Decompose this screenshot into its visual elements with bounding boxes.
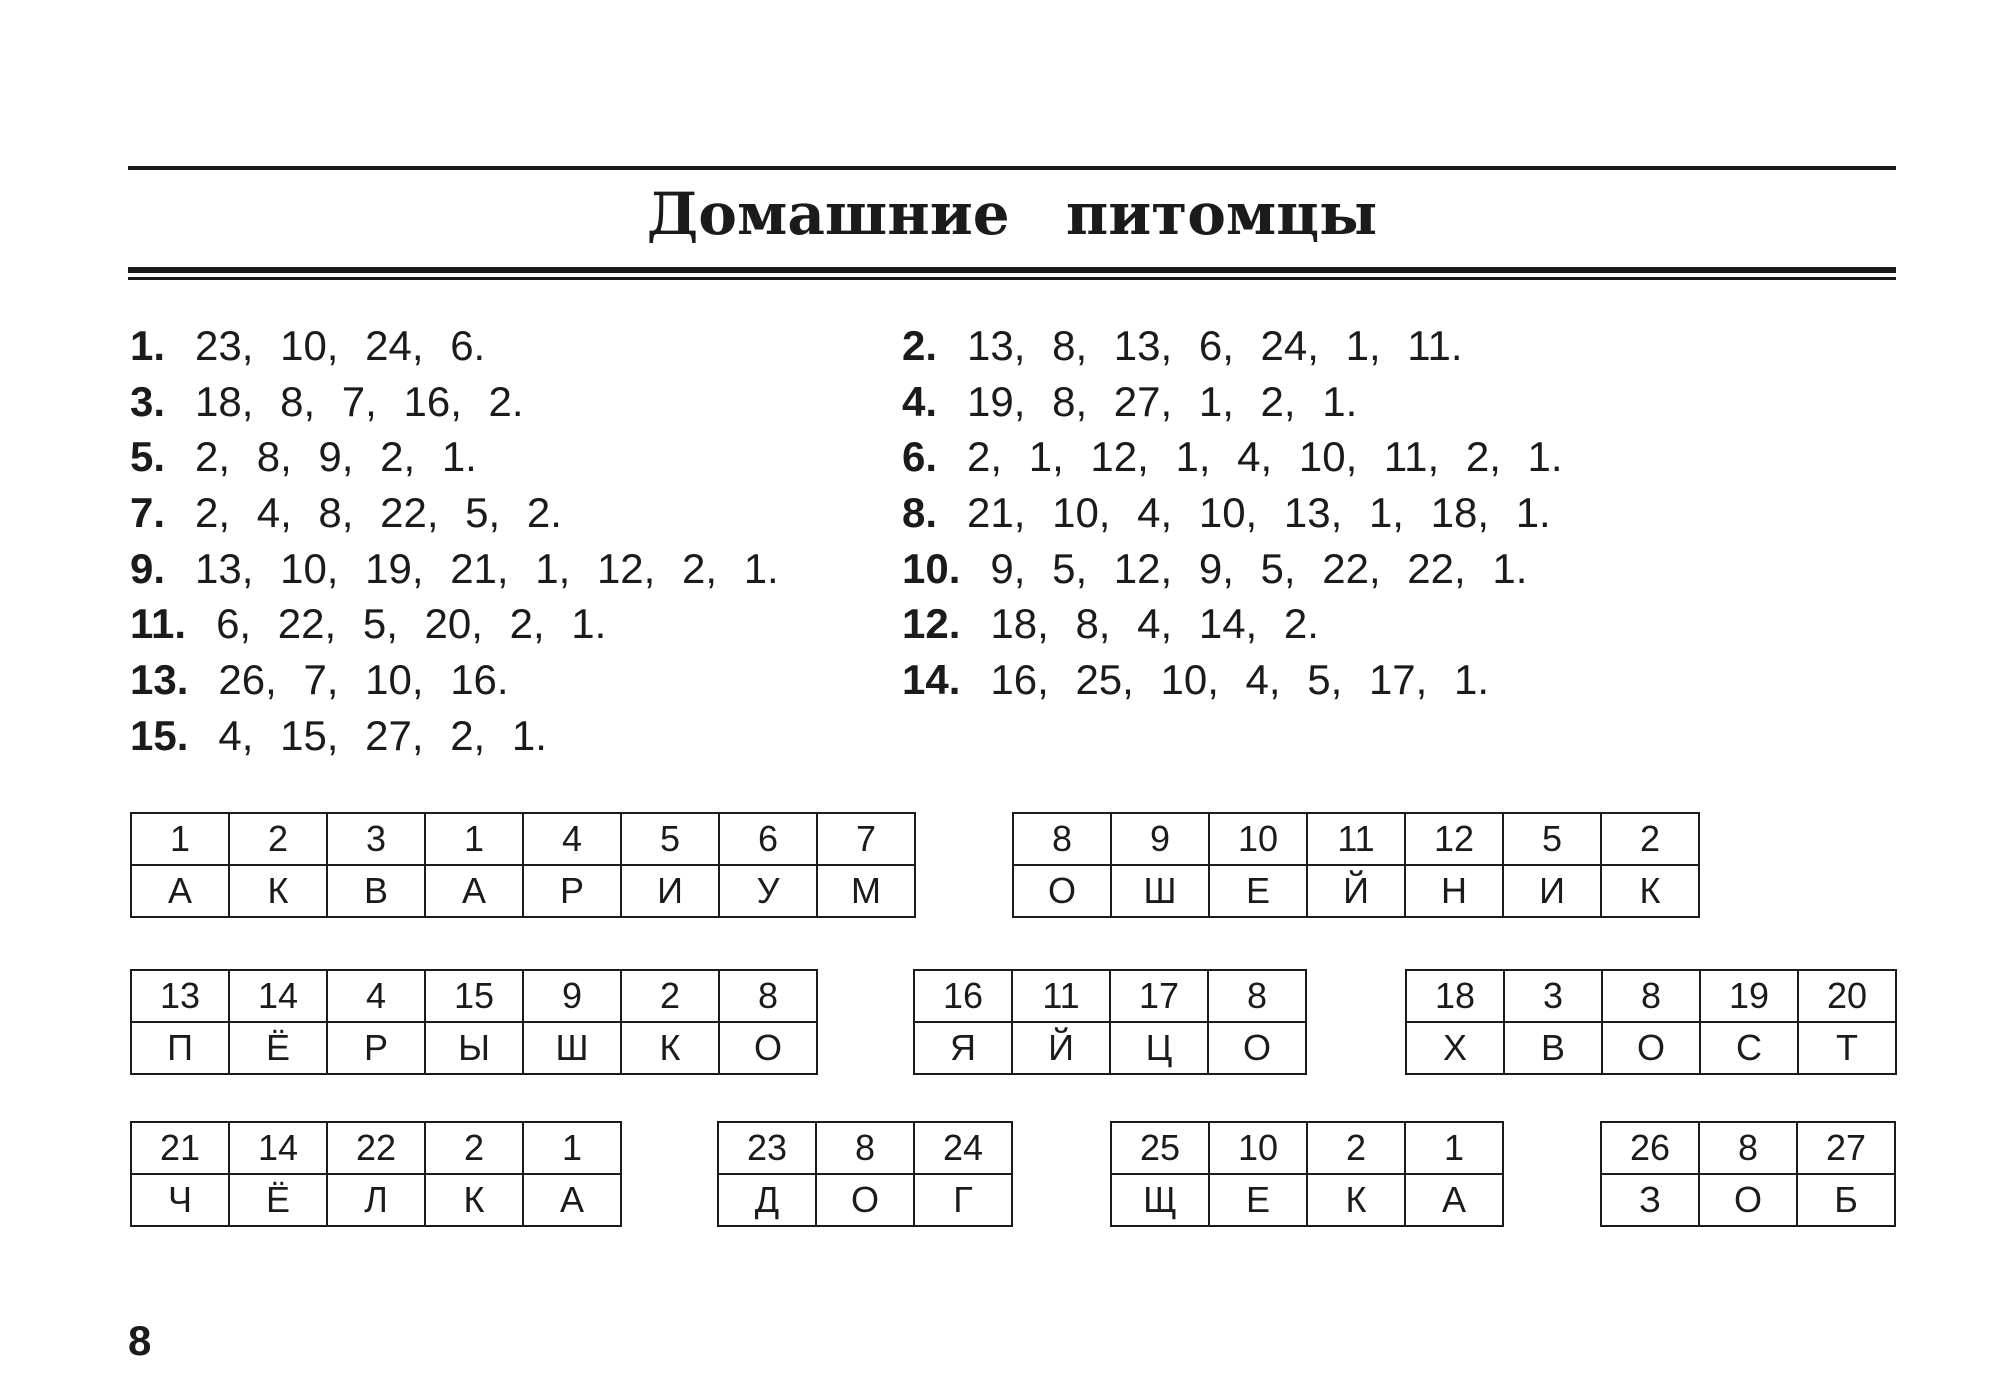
- answer-item: [902, 318, 1563, 374]
- page-title: Домашние питомцы: [646, 180, 1378, 248]
- cipher-letter-cell: Й: [1307, 865, 1405, 917]
- cipher-letter-cell: А: [1405, 1174, 1503, 1226]
- cipher-number-cell: 13: [131, 970, 229, 1022]
- answer-number: 8.: [902, 489, 938, 537]
- cipher-table: [130, 812, 916, 918]
- cipher-number-cell: 9: [523, 970, 621, 1022]
- cipher-letter-row: [131, 1174, 621, 1226]
- title-rule-top: [128, 166, 1896, 170]
- answer-values: 26, 7, 10, 16.: [218, 656, 509, 704]
- cipher-number-cell: 1: [1405, 1122, 1503, 1174]
- cipher-number-cell: 1: [131, 813, 229, 865]
- cipher-letter-cell: Д: [718, 1174, 816, 1226]
- answer-number: 6.: [902, 433, 938, 481]
- answer-item: [902, 485, 1563, 541]
- cipher-number-cell: 22: [327, 1122, 425, 1174]
- cipher-number-cell: 27: [1797, 1122, 1895, 1174]
- cipher-number-cell: 8: [1013, 813, 1111, 865]
- answer-item: [130, 596, 779, 652]
- answer-number: 7.: [130, 489, 166, 537]
- cipher-letter-cell: Р: [523, 865, 621, 917]
- cipher-letter-row: [1601, 1174, 1895, 1226]
- answer-values: 21, 10, 4, 10, 13, 1, 18, 1.: [967, 489, 1551, 537]
- cipher-letter-cell: У: [719, 865, 817, 917]
- cipher-number-row: [1406, 970, 1896, 1022]
- cipher-letter-cell: Ё: [229, 1174, 327, 1226]
- cipher-letter-cell: Ш: [1111, 865, 1209, 917]
- cipher-number-cell: 7: [817, 813, 915, 865]
- answer-values: 13, 8, 13, 6, 24, 1, 11.: [967, 322, 1463, 369]
- cipher-letter-cell: Ё: [229, 1022, 327, 1074]
- answer-number: 9.: [130, 544, 166, 592]
- answer-number: 11.: [130, 600, 187, 648]
- cipher-number-cell: 26: [1601, 1122, 1699, 1174]
- cipher-letter-cell: К: [621, 1022, 719, 1074]
- cipher-letter-cell: Г: [914, 1174, 1012, 1226]
- cipher-number-cell: 18: [1406, 970, 1504, 1022]
- answer-values: 2, 4, 8, 22, 5, 2.: [195, 489, 562, 537]
- cipher-number-cell: 12: [1405, 813, 1503, 865]
- cipher-number-cell: 16: [914, 970, 1012, 1022]
- cipher-number-row: [131, 813, 915, 865]
- cipher-letter-cell: Л: [327, 1174, 425, 1226]
- cipher-letter-cell: С: [1700, 1022, 1798, 1074]
- cipher-number-cell: 11: [1012, 970, 1110, 1022]
- answer-number: 4.: [902, 377, 938, 425]
- answer-values: 2, 1, 12, 1, 4, 10, 11, 2, 1.: [967, 433, 1563, 481]
- cipher-letter-cell: О: [1208, 1022, 1306, 1074]
- cipher-letter-cell: З: [1601, 1174, 1699, 1226]
- cipher-table: [130, 969, 818, 1075]
- cipher-number-cell: 19: [1700, 970, 1798, 1022]
- answer-item: [902, 652, 1563, 708]
- answer-number: 14.: [902, 656, 961, 704]
- answer-values: 6, 22, 5, 20, 2, 1.: [216, 600, 607, 648]
- cipher-letter-cell: Т: [1798, 1022, 1896, 1074]
- cipher-letter-row: [1406, 1022, 1896, 1074]
- cipher-number-cell: 2: [621, 970, 719, 1022]
- answer-item: [130, 541, 779, 597]
- cipher-table: [1110, 1121, 1504, 1227]
- answer-number: 2.: [902, 322, 938, 369]
- cipher-letter-cell: М: [817, 865, 915, 917]
- cipher-letter-cell: И: [1503, 865, 1601, 917]
- cipher-number-cell: 20: [1798, 970, 1896, 1022]
- cipher-number-row: [1601, 1122, 1895, 1174]
- cipher-table: [1012, 812, 1700, 918]
- answer-item: [130, 318, 779, 374]
- cipher-number-cell: 25: [1111, 1122, 1209, 1174]
- cipher-number-cell: 2: [1601, 813, 1699, 865]
- cipher-number-cell: 2: [229, 813, 327, 865]
- cipher-letter-cell: Х: [1406, 1022, 1504, 1074]
- cipher-number-cell: 23: [718, 1122, 816, 1174]
- cipher-number-cell: 2: [425, 1122, 523, 1174]
- cipher-letter-cell: К: [229, 865, 327, 917]
- cipher-letter-cell: Я: [914, 1022, 1012, 1074]
- cipher-number-row: [1013, 813, 1699, 865]
- cipher-letter-row: [718, 1174, 1012, 1226]
- cipher-letter-cell: Й: [1012, 1022, 1110, 1074]
- cipher-letter-cell: К: [1307, 1174, 1405, 1226]
- cipher-number-row: [131, 1122, 621, 1174]
- answer-values: 4, 15, 27, 2, 1.: [218, 711, 547, 759]
- answer-item: [902, 596, 1563, 652]
- cipher-number-cell: 14: [229, 1122, 327, 1174]
- answer-item: [130, 374, 779, 430]
- cipher-letter-cell: Ц: [1110, 1022, 1208, 1074]
- cipher-letter-cell: Р: [327, 1022, 425, 1074]
- cipher-number-cell: 11: [1307, 813, 1405, 865]
- cipher-number-cell: 10: [1209, 813, 1307, 865]
- cipher-letter-cell: О: [1013, 865, 1111, 917]
- cipher-number-cell: 21: [131, 1122, 229, 1174]
- cipher-letter-cell: Ч: [131, 1174, 229, 1226]
- answer-number: 13.: [130, 656, 189, 704]
- cipher-number-cell: 8: [719, 970, 817, 1022]
- answer-values: 2, 8, 9, 2, 1.: [195, 433, 477, 481]
- answer-values: 16, 25, 10, 4, 5, 17, 1.: [990, 656, 1490, 704]
- cipher-table: [1405, 969, 1897, 1075]
- answer-number: 12.: [902, 600, 961, 648]
- cipher-table: [717, 1121, 1013, 1227]
- cipher-letter-cell: О: [816, 1174, 914, 1226]
- cipher-letter-row: [914, 1022, 1306, 1074]
- cipher-letter-cell: А: [131, 865, 229, 917]
- cipher-number-cell: 5: [621, 813, 719, 865]
- cipher-letter-cell: О: [1602, 1022, 1700, 1074]
- answers-left-column: [130, 318, 779, 764]
- cipher-letter-cell: Щ: [1111, 1174, 1209, 1226]
- cipher-number-cell: 3: [1504, 970, 1602, 1022]
- cipher-number-row: [914, 970, 1306, 1022]
- cipher-number-cell: 3: [327, 813, 425, 865]
- answer-item: [130, 652, 779, 708]
- answer-values: 23, 10, 24, 6.: [195, 322, 486, 369]
- cipher-table: [130, 1121, 622, 1227]
- cipher-number-cell: 8: [816, 1122, 914, 1174]
- cipher-number-cell: 15: [425, 970, 523, 1022]
- cipher-letter-cell: В: [327, 865, 425, 917]
- cipher-number-row: [718, 1122, 1012, 1174]
- cipher-letter-cell: П: [131, 1022, 229, 1074]
- cipher-number-cell: 8: [1208, 970, 1306, 1022]
- cipher-table: [913, 969, 1307, 1075]
- cipher-number-cell: 9: [1111, 813, 1209, 865]
- cipher-letter-row: [131, 865, 915, 917]
- answer-item: [902, 374, 1563, 430]
- cipher-letter-cell: О: [719, 1022, 817, 1074]
- cipher-number-cell: 4: [327, 970, 425, 1022]
- cipher-letter-cell: Н: [1405, 865, 1503, 917]
- cipher-letter-cell: А: [523, 1174, 621, 1226]
- cipher-number-cell: 14: [229, 970, 327, 1022]
- answer-values: 13, 10, 19, 21, 1, 12, 2, 1.: [195, 544, 779, 592]
- cipher-letter-row: [1013, 865, 1699, 917]
- answer-number: 5.: [130, 433, 166, 481]
- answer-number: 1.: [130, 322, 166, 369]
- title-rule-bottom-thin: [128, 277, 1896, 280]
- cipher-number-row: [1111, 1122, 1503, 1174]
- cipher-letter-cell: Е: [1209, 865, 1307, 917]
- cipher-number-row: [131, 970, 817, 1022]
- cipher-number-cell: 10: [1209, 1122, 1307, 1174]
- cipher-letter-cell: И: [621, 865, 719, 917]
- cipher-number-cell: 24: [914, 1122, 1012, 1174]
- cipher-number-cell: 5: [1503, 813, 1601, 865]
- answer-item: [130, 485, 779, 541]
- cipher-letter-cell: В: [1504, 1022, 1602, 1074]
- answer-number: 15.: [130, 711, 189, 759]
- answer-number: 3.: [130, 377, 166, 425]
- page-number: 8: [128, 1317, 152, 1364]
- title-rule-bottom-thick: [128, 267, 1896, 273]
- answer-values: 18, 8, 7, 16, 2.: [195, 377, 524, 425]
- cipher-number-cell: 1: [425, 813, 523, 865]
- answer-values: 19, 8, 27, 1, 2, 1.: [967, 377, 1358, 425]
- cipher-number-cell: 17: [1110, 970, 1208, 1022]
- answer-number: 10.: [902, 544, 961, 592]
- cipher-letter-cell: К: [1601, 865, 1699, 917]
- answer-item: [130, 429, 779, 485]
- cipher-number-cell: 8: [1602, 970, 1700, 1022]
- cipher-letter-row: [1111, 1174, 1503, 1226]
- answer-item: [902, 429, 1563, 485]
- cipher-letter-row: [131, 1022, 817, 1074]
- cipher-number-cell: 8: [1699, 1122, 1797, 1174]
- cipher-letter-cell: К: [425, 1174, 523, 1226]
- cipher-letter-cell: Ш: [523, 1022, 621, 1074]
- cipher-letter-cell: О: [1699, 1174, 1797, 1226]
- answer-item: [902, 541, 1563, 597]
- answer-values: 18, 8, 4, 14, 2.: [990, 600, 1319, 648]
- cipher-letter-cell: Б: [1797, 1174, 1895, 1226]
- cipher-table: [1600, 1121, 1896, 1227]
- cipher-letter-cell: Е: [1209, 1174, 1307, 1226]
- cipher-number-cell: 4: [523, 813, 621, 865]
- cipher-letter-cell: Ы: [425, 1022, 523, 1074]
- cipher-number-cell: 1: [523, 1122, 621, 1174]
- cipher-number-cell: 6: [719, 813, 817, 865]
- answer-item: [130, 708, 779, 764]
- cipher-letter-cell: А: [425, 865, 523, 917]
- answer-values: 9, 5, 12, 9, 5, 22, 22, 1.: [990, 544, 1528, 592]
- cipher-number-cell: 2: [1307, 1122, 1405, 1174]
- answers-right-column: [902, 318, 1563, 708]
